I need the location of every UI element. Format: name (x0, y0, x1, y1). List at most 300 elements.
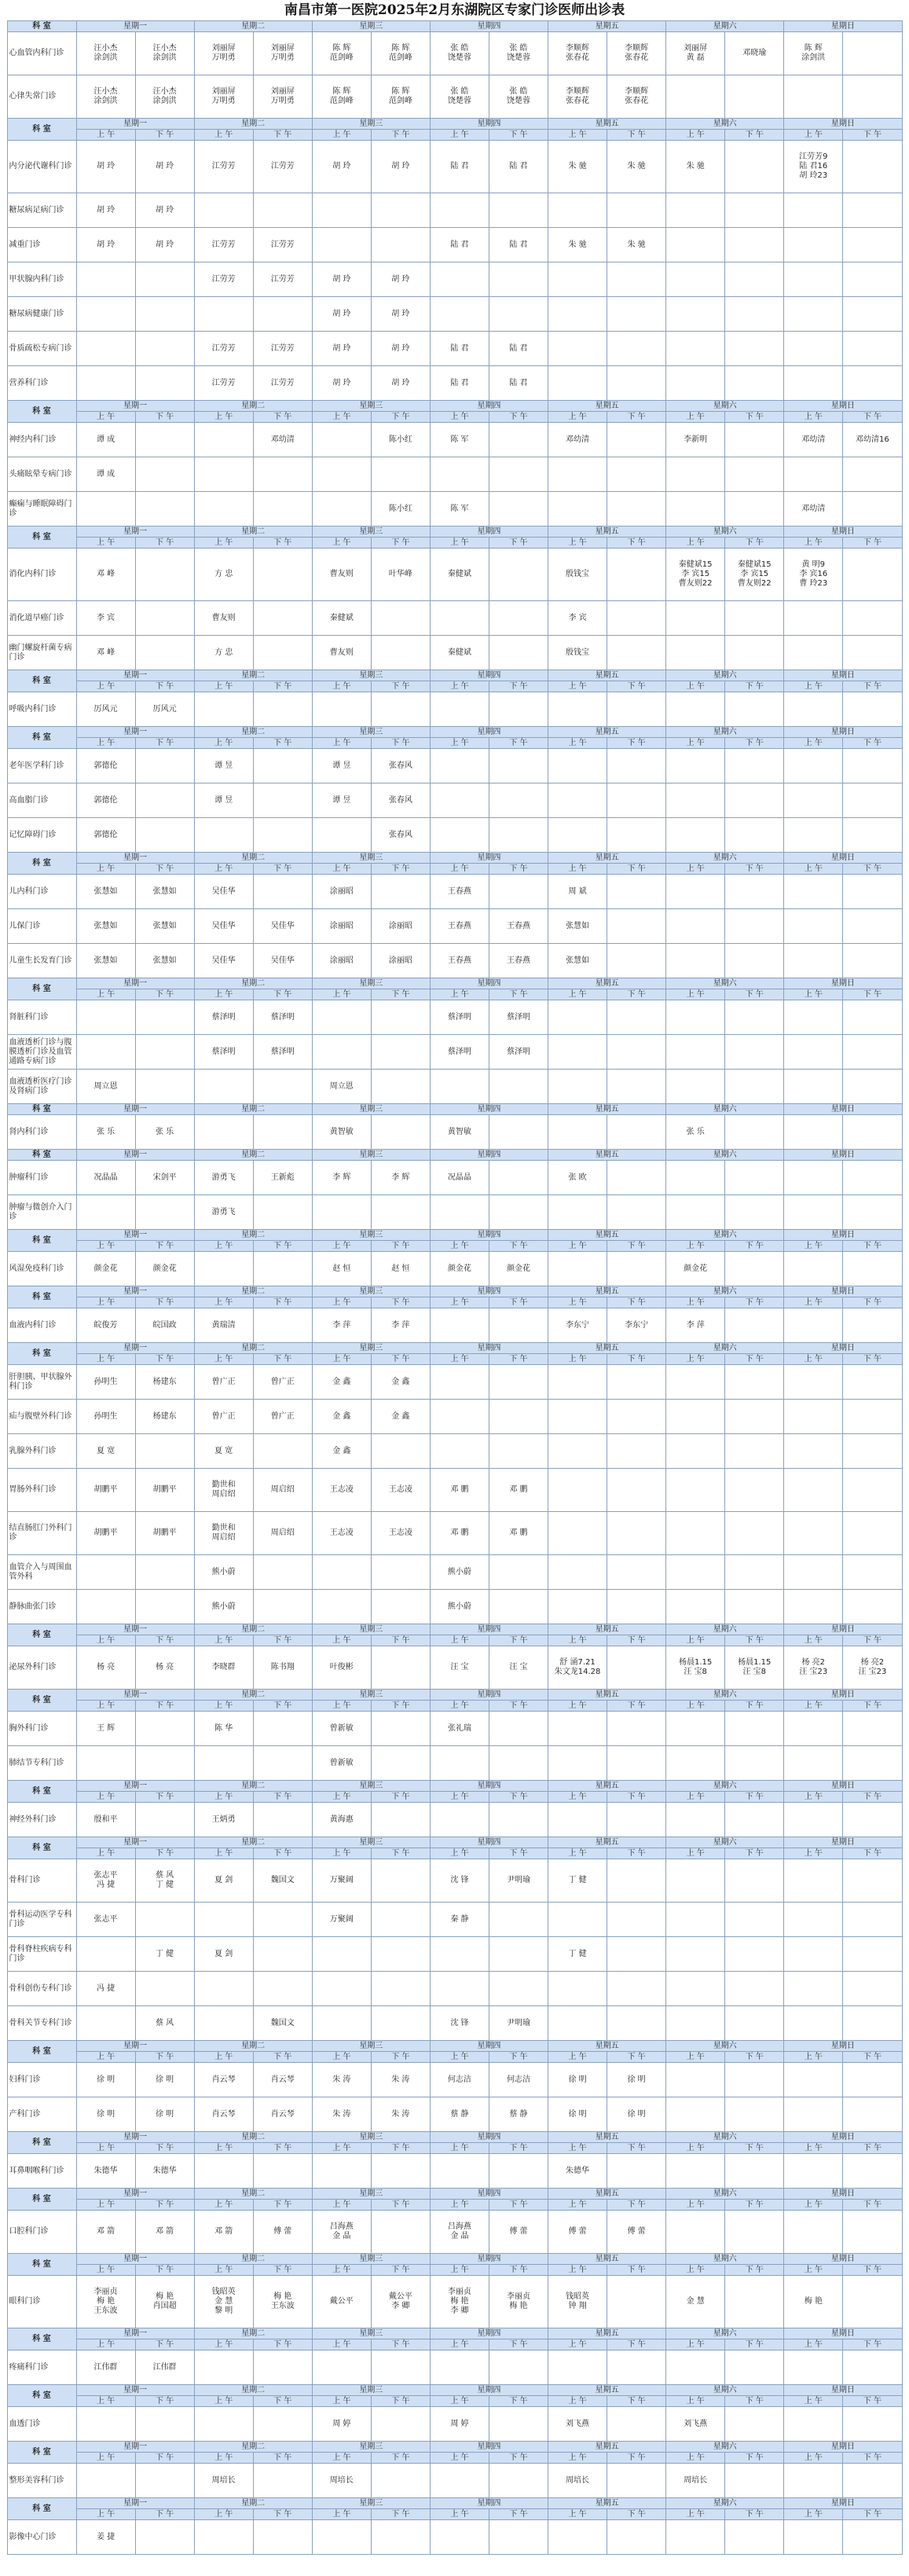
pm-header: 下 午 (135, 864, 194, 875)
pm-header: 下 午 (489, 1792, 548, 1803)
am-header: 上 午 (548, 1792, 607, 1803)
doctor-cell (371, 2407, 430, 2442)
doctor-cell: 王春燕 (489, 944, 548, 978)
doctor-cell (371, 1746, 430, 1781)
pm-header: 下 午 (489, 2052, 548, 2063)
dept-header: 科 室 (7, 727, 76, 749)
am-header: 上 午 (76, 2265, 135, 2276)
am-header: 上 午 (430, 681, 489, 692)
doctor-cell: 陈 辉 范剑峰 (371, 32, 430, 75)
doctor-cell (784, 262, 843, 297)
doctor-cell: 胡 玲 (371, 332, 430, 366)
doctor-cell (489, 875, 548, 909)
doctor-cell: 勤世和 周启绍 (194, 1512, 253, 1555)
doctor-cell (784, 1903, 843, 1937)
doctor-cell (548, 366, 607, 401)
pm-header: 下 午 (843, 681, 902, 692)
doctor-cell: 梅 艳 肖国超 (135, 2276, 194, 2328)
doctor-cell (607, 492, 666, 527)
doctor-cell: 张 皓 饶楚蓉 (430, 75, 489, 119)
doctor-cell (548, 1400, 607, 1434)
half-header (7, 1792, 902, 1803)
weekday-header: 星期五 (548, 21, 666, 32)
pm-header: 下 午 (607, 681, 666, 692)
pm-header: 下 午 (489, 681, 548, 692)
weekday-header: 星期一 (76, 527, 194, 538)
weekday-header: 星期二 (194, 1624, 312, 1635)
doctor-cell: 胡鹏平 (135, 1469, 194, 1512)
section-header (7, 978, 902, 989)
dept-name: 儿内科门诊 (7, 875, 76, 909)
doctor-cell (843, 2464, 902, 2498)
doctor-cell (843, 692, 902, 727)
half-header (7, 2453, 902, 2464)
pm-header: 下 午 (489, 130, 548, 141)
doctor-cell: 江伟群 (135, 2350, 194, 2385)
doctor-cell (784, 1555, 843, 1590)
doctor-cell (725, 2063, 784, 2097)
doctor-cell (725, 1937, 784, 1972)
weekday-header: 星期三 (312, 1690, 430, 1701)
doctor-cell: 张 皓 饶楚蓉 (430, 32, 489, 75)
doctor-cell (312, 2154, 371, 2189)
pm-header: 下 午 (135, 412, 194, 423)
weekday-header: 星期四 (430, 1286, 548, 1297)
doctor-cell (607, 2464, 666, 2498)
doctor-cell: 肖云琴 (194, 2097, 253, 2132)
doctor-cell (548, 1070, 607, 1104)
schedule-row (7, 549, 902, 601)
doctor-cell (135, 2407, 194, 2442)
am-header: 上 午 (430, 1297, 489, 1308)
doctor-cell (725, 2520, 784, 2555)
doctor-cell (135, 492, 194, 527)
section-header (7, 21, 902, 32)
pm-header: 下 午 (135, 1297, 194, 1308)
schedule-row (7, 1308, 902, 1343)
pm-header: 下 午 (135, 681, 194, 692)
doctor-cell (725, 1803, 784, 1837)
am-header: 上 午 (76, 1701, 135, 1712)
am-header: 上 午 (548, 2143, 607, 2154)
dept-header: 科 室 (7, 2189, 76, 2211)
doctor-cell (430, 2350, 489, 2385)
weekday-header: 星期三 (312, 1286, 430, 1297)
weekday-header: 星期三 (312, 401, 430, 412)
doctor-cell (194, 1903, 253, 1937)
weekday-header: 星期三 (312, 527, 430, 538)
pm-header: 下 午 (725, 2396, 784, 2407)
weekday-header: 星期一 (76, 727, 194, 738)
weekday-header: 星期三 (312, 2189, 430, 2200)
am-header: 上 午 (548, 1701, 607, 1712)
am-header: 上 午 (76, 1848, 135, 1859)
weekday-header: 星期日 (784, 1286, 902, 1297)
weekday-header: 星期二 (194, 2189, 312, 2200)
pm-header: 下 午 (843, 1701, 902, 1712)
doctor-cell: 熊小蔚 (194, 1590, 253, 1624)
doctor-cell (725, 1972, 784, 2006)
pm-header: 下 午 (489, 2200, 548, 2211)
pm-header: 下 午 (253, 681, 312, 692)
doctor-cell (312, 1195, 371, 1230)
am-header: 上 午 (784, 538, 843, 549)
dept-name: 影像中心门诊 (7, 2520, 76, 2555)
doctor-cell (784, 2350, 843, 2385)
weekday-header: 星期二 (194, 2041, 312, 2052)
doctor-cell (607, 1746, 666, 1781)
dept-name: 内分泌代谢科门诊 (7, 141, 76, 193)
doctor-cell (430, 2520, 489, 2555)
doctor-cell: 胡鹏平 (76, 1469, 135, 1512)
dept-header: 科 室 (7, 1690, 76, 1712)
doctor-cell: 涂丽昭 (312, 944, 371, 978)
am-header: 上 午 (430, 738, 489, 749)
weekday-header: 星期日 (784, 853, 902, 864)
doctor-cell (725, 2407, 784, 2442)
schedule-row (7, 1712, 902, 1746)
doctor-cell (843, 1070, 902, 1104)
weekday-header: 星期五 (548, 2132, 666, 2143)
doctor-cell (843, 75, 902, 119)
doctor-cell (194, 2407, 253, 2442)
doctor-cell (371, 1646, 430, 1690)
schedule-row (7, 2520, 902, 2555)
doctor-cell: 吕海燕 金 晶 (312, 2211, 371, 2254)
weekday-header: 星期六 (666, 1624, 784, 1635)
doctor-cell (371, 1000, 430, 1035)
pm-header: 下 午 (843, 2265, 902, 2276)
weekday-header: 星期三 (312, 1343, 430, 1354)
doctor-cell (489, 2154, 548, 2189)
am-header: 上 午 (312, 2265, 371, 2276)
doctor-cell: 蔡泽明 (194, 1000, 253, 1035)
doctor-cell (784, 1469, 843, 1512)
pm-header: 下 午 (489, 738, 548, 749)
doctor-cell (135, 366, 194, 401)
doctor-cell: 涂丽昭 (312, 909, 371, 944)
doctor-cell: 张慧如 (76, 944, 135, 978)
weekday-header: 星期五 (548, 1104, 666, 1115)
doctor-cell (548, 1972, 607, 2006)
schedule-row (7, 2211, 902, 2254)
doctor-cell: 陈 辉 范剑峰 (312, 32, 371, 75)
doctor-cell (725, 1115, 784, 1150)
schedule-row (7, 1365, 902, 1400)
am-header: 上 午 (430, 2509, 489, 2520)
doctor-cell (666, 1070, 725, 1104)
doctor-cell (135, 549, 194, 601)
doctor-cell: 杨晨1.15 汪 宝8 (666, 1646, 725, 1690)
doctor-cell (253, 2350, 312, 2385)
pm-header: 下 午 (135, 1792, 194, 1803)
doctor-cell (843, 636, 902, 670)
doctor-cell: 张 乐 (666, 1115, 725, 1150)
section-header (7, 1837, 902, 1848)
doctor-cell (489, 2350, 548, 2385)
doctor-cell (253, 818, 312, 853)
am-header: 上 午 (194, 2143, 253, 2154)
doctor-cell: 傅 蕾 (489, 2211, 548, 2254)
weekday-header: 星期一 (76, 1230, 194, 1241)
pm-header: 下 午 (725, 1297, 784, 1308)
doctor-cell (784, 1512, 843, 1555)
weekday-header: 星期四 (430, 2189, 548, 2200)
weekday-header: 星期三 (312, 1781, 430, 1792)
weekday-header: 星期六 (666, 119, 784, 130)
doctor-cell (371, 2006, 430, 2041)
doctor-cell (784, 636, 843, 670)
doctor-cell (725, 2464, 784, 2498)
doctor-cell: 曹友则 (312, 549, 371, 601)
doctor-cell (489, 749, 548, 783)
dept-header: 科 室 (7, 2254, 76, 2276)
am-header: 上 午 (194, 1241, 253, 1252)
schedule-row (7, 1469, 902, 1512)
doctor-cell (607, 1365, 666, 1400)
doctor-cell: 周启绍 (253, 1512, 312, 1555)
pm-header: 下 午 (725, 2265, 784, 2276)
doctor-cell: 王志凌 (371, 1512, 430, 1555)
weekday-header: 星期四 (430, 21, 548, 32)
weekday-header: 星期二 (194, 21, 312, 32)
schedule-row (7, 1434, 902, 1469)
doctor-cell: 皖国政 (135, 1308, 194, 1343)
am-header: 上 午 (76, 2143, 135, 2154)
doctor-cell (725, 944, 784, 978)
weekday-header: 星期日 (784, 1150, 902, 1161)
doctor-cell (371, 193, 430, 228)
schedule-row (7, 2097, 902, 2132)
pm-header: 下 午 (253, 1354, 312, 1365)
doctor-cell: 谭 成 (76, 457, 135, 492)
weekday-header: 星期六 (666, 2132, 784, 2143)
doctor-cell (784, 2211, 843, 2254)
weekday-header: 星期一 (76, 2041, 194, 2052)
pm-header: 下 午 (253, 864, 312, 875)
doctor-cell (253, 1115, 312, 1150)
doctor-cell: 周启绍 (253, 1469, 312, 1512)
pm-header: 下 午 (371, 1635, 430, 1646)
doctor-cell: 曾新敏 (312, 1746, 371, 1781)
doctor-cell: 钱昭英 钟 翔 (548, 2276, 607, 2328)
doctor-cell: 邓 鹏 (430, 1512, 489, 1555)
weekday-header: 星期三 (312, 2041, 430, 2052)
pm-header: 下 午 (725, 412, 784, 423)
am-header: 上 午 (194, 1848, 253, 1859)
doctor-cell (843, 1400, 902, 1434)
am-header: 上 午 (784, 1354, 843, 1365)
doctor-cell (607, 1434, 666, 1469)
doctor-cell: 陈 军 (430, 423, 489, 457)
doctor-cell (607, 1252, 666, 1286)
dept-name: 骨科运动医学专科门诊 (7, 1903, 76, 1937)
pm-header: 下 午 (371, 2509, 430, 2520)
doctor-cell (843, 1161, 902, 1195)
doctor-cell (135, 783, 194, 818)
weekday-header: 星期四 (430, 1150, 548, 1161)
doctor-cell: 徐 明 (135, 2097, 194, 2132)
doctor-cell (843, 262, 902, 297)
doctor-cell (312, 1035, 371, 1070)
weekday-header: 星期五 (548, 1343, 666, 1354)
pm-header: 下 午 (843, 1241, 902, 1252)
doctor-cell (135, 2464, 194, 2498)
doctor-cell (135, 332, 194, 366)
am-header: 上 午 (194, 2509, 253, 2520)
doctor-cell (253, 1803, 312, 1837)
am-header: 上 午 (548, 864, 607, 875)
doctor-cell (548, 1746, 607, 1781)
doctor-cell (548, 1252, 607, 1286)
am-header: 上 午 (666, 1848, 725, 1859)
pm-header: 下 午 (253, 2052, 312, 2063)
half-header (7, 1241, 902, 1252)
doctor-cell: 周培长 (194, 2464, 253, 2498)
doctor-cell (843, 2520, 902, 2555)
am-header: 上 午 (76, 989, 135, 1000)
doctor-cell (843, 1555, 902, 1590)
doctor-cell (253, 1308, 312, 1343)
doctor-cell (843, 1434, 902, 1469)
doctor-cell (784, 783, 843, 818)
doctor-cell (489, 1195, 548, 1230)
half-header (7, 738, 902, 749)
doctor-cell (548, 492, 607, 527)
section-header (7, 401, 902, 412)
doctor-cell (430, 1400, 489, 1434)
doctor-cell (784, 1070, 843, 1104)
doctor-cell (76, 366, 135, 401)
am-header: 上 午 (194, 538, 253, 549)
doctor-cell: 金 鑫 (371, 1365, 430, 1400)
doctor-cell (135, 818, 194, 853)
doctor-cell (725, 141, 784, 193)
am-header: 上 午 (312, 130, 371, 141)
am-header: 上 午 (548, 738, 607, 749)
doctor-cell: 汪小杰 涂剑洪 (135, 32, 194, 75)
doctor-cell (371, 1972, 430, 2006)
pm-header: 下 午 (135, 2143, 194, 2154)
doctor-cell (312, 818, 371, 853)
doctor-cell: 万聚阔 (312, 1903, 371, 1937)
schedule-row (7, 875, 902, 909)
doctor-cell: 孙明生 (76, 1400, 135, 1434)
doctor-cell (607, 783, 666, 818)
doctor-cell: 勤世和 周启绍 (194, 1469, 253, 1512)
schedule-row (7, 332, 902, 366)
doctor-cell (548, 1115, 607, 1150)
doctor-cell: 皖俊芳 (76, 1308, 135, 1343)
doctor-cell (371, 1859, 430, 1903)
doctor-cell (784, 749, 843, 783)
pm-header: 下 午 (371, 1241, 430, 1252)
pm-header: 下 午 (489, 2339, 548, 2350)
doctor-cell (76, 1746, 135, 1781)
doctor-cell (607, 818, 666, 853)
pm-header: 下 午 (371, 2265, 430, 2276)
doctor-cell (430, 1803, 489, 1837)
dept-name: 肿瘤科门诊 (7, 1161, 76, 1195)
doctor-cell (371, 228, 430, 262)
doctor-cell: 傅 蕾 (253, 2211, 312, 2254)
schedule-row (7, 2276, 902, 2328)
weekday-header: 星期一 (76, 119, 194, 130)
dept-header: 科 室 (7, 2385, 76, 2407)
weekday-header: 星期日 (784, 21, 902, 32)
doctor-cell (725, 1400, 784, 1434)
doctor-cell (135, 1195, 194, 1230)
weekday-header: 星期五 (548, 1690, 666, 1701)
doctor-cell (607, 636, 666, 670)
dept-name: 幽门螺旋杆菌专病门诊 (7, 636, 76, 670)
doctor-cell (843, 1115, 902, 1150)
am-header: 上 午 (312, 1792, 371, 1803)
section-header (7, 1781, 902, 1792)
pm-header: 下 午 (843, 2453, 902, 2464)
doctor-cell (843, 875, 902, 909)
doctor-cell (76, 1555, 135, 1590)
weekday-header: 星期五 (548, 670, 666, 681)
doctor-cell: 汪 宝 (489, 1646, 548, 1690)
doctor-cell: 张 欧 (548, 1161, 607, 1195)
doctor-cell: 李 辉 (371, 1161, 430, 1195)
doctor-cell (784, 2097, 843, 2132)
doctor-cell (725, 818, 784, 853)
pm-header: 下 午 (371, 681, 430, 692)
pm-header: 下 午 (253, 738, 312, 749)
dept-header: 科 室 (7, 119, 76, 141)
doctor-cell: 游勇飞 (194, 1161, 253, 1195)
weekday-header: 星期二 (194, 2132, 312, 2143)
doctor-cell (784, 2154, 843, 2189)
doctor-cell (253, 1590, 312, 1624)
doctor-cell (607, 749, 666, 783)
doctor-cell: 朱 涛 (312, 2063, 371, 2097)
weekday-header: 星期三 (312, 978, 430, 989)
doctor-cell: 夏 剑 (194, 1937, 253, 1972)
doctor-cell (253, 2464, 312, 2498)
doctor-cell: 朱 驰 (548, 141, 607, 193)
doctor-cell (843, 1972, 902, 2006)
doctor-cell (371, 636, 430, 670)
weekday-header: 星期一 (76, 2189, 194, 2200)
doctor-cell: 邓 峰 (76, 636, 135, 670)
schedule-row (7, 944, 902, 978)
doctor-cell: 夏 宽 (76, 1434, 135, 1469)
pm-header: 下 午 (843, 412, 902, 423)
doctor-cell: 戴公平 (312, 2276, 371, 2328)
doctor-cell: 张 乐 (135, 1115, 194, 1150)
pm-header: 下 午 (253, 2339, 312, 2350)
am-header: 上 午 (194, 130, 253, 141)
doctor-cell: 徐 明 (76, 2097, 135, 2132)
schedule-row (7, 262, 902, 297)
dept-header: 科 室 (7, 2041, 76, 2063)
doctor-cell: 李顺辉 张春花 (607, 75, 666, 119)
doctor-cell: 陆 君 (430, 332, 489, 366)
doctor-cell: 邓幼清 (784, 423, 843, 457)
weekday-header: 星期日 (784, 978, 902, 989)
doctor-cell: 陈 辉 范剑峰 (312, 75, 371, 119)
am-header: 上 午 (76, 1297, 135, 1308)
am-header: 上 午 (548, 1848, 607, 1859)
doctor-cell (135, 601, 194, 636)
doctor-cell (371, 1115, 430, 1150)
doctor-cell (430, 262, 489, 297)
weekday-header: 星期六 (666, 1690, 784, 1701)
am-header: 上 午 (548, 1241, 607, 1252)
